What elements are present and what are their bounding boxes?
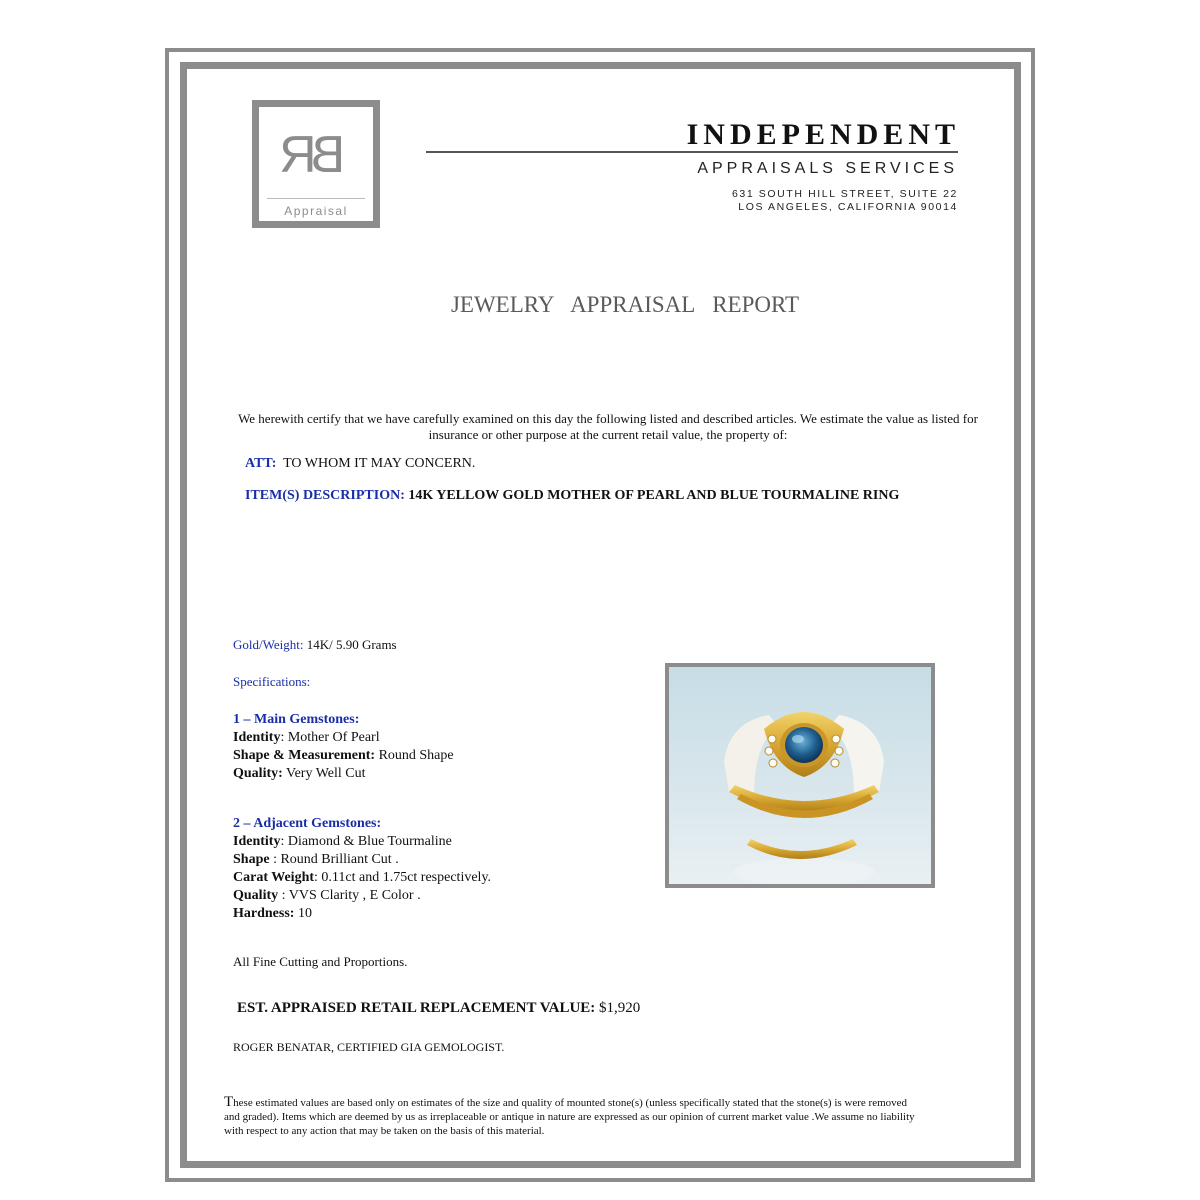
ring-photo [665,663,935,888]
logo-divider [267,198,365,199]
company-address-line1: 631 SOUTH HILL STREET, SUITE 22 [731,188,958,200]
att-value: TO WHOM IT MAY CONCERN. [283,456,476,471]
logo-mark-text: BR [285,126,346,184]
cutting-note: All Fine Cutting and Proportions. [233,954,408,969]
logo-caption: Appraisal [284,204,348,218]
disclaimer-first-letter: T [224,1094,234,1110]
adjacent-carat-weight: Carat Weight: 0.11ct and 1.75ct respectively. [233,870,492,885]
adjacent-hardness: Hardness: 10 [233,906,312,921]
main-shape: Shape & Measurement: Round Shape [233,748,454,763]
adjacent-gemstones-block [233,815,491,923]
adjacent-gemstones-heading: 2 – Adjacent Gemstones: [233,816,382,831]
adjacent-identity: Identity: Diamond & Blue Tourmaline [233,834,452,849]
estimate-value: $1,920 [599,1000,641,1016]
items-label: ITEM(S) DESCRIPTION: [245,488,405,503]
disclaimer [224,1095,924,1138]
items-value: 14K YELLOW GOLD MOTHER OF PEARL AND BLUE TOURMALINE RING [408,488,900,503]
items-description [245,488,899,504]
specifications-label: Specifications: [233,674,311,689]
adjacent-shape: Shape : Round Brilliant Cut . [233,852,399,867]
gold-weight-label: Gold/Weight: [233,637,304,652]
gemologist-signature-line: ROGER BENATAR, CERTIFIED GIA GEMOLOGIST. [233,1040,505,1054]
br-appraisal-logo [252,100,380,228]
main-quality: Quality: Very Well Cut [233,766,366,781]
ring-illustration [669,667,931,884]
company-address-line2: LOS ANGELES, CALIFORNIA 90014 [738,201,958,213]
logo-mark [285,125,345,185]
att-label: ATT: [245,456,277,471]
company-rule [426,151,958,153]
estimate-label: EST. APPRAISED RETAIL REPLACEMENT VALUE: [237,1000,596,1016]
adjacent-quality: Quality : VVS Clarity , E Color . [233,888,421,903]
certify-statement: We herewith certify that we have carefully examined on this day the following listed and described articles. We estimate the value as listed for insurance or other purpose at the current retail value, the property of: [238,411,978,442]
main-gemstones-heading: 1 – Main Gemstones: [233,712,360,727]
gold-weight-value: 14K/ 5.90 Grams [306,637,397,652]
company-name: INDEPENDENT [686,118,960,151]
report-title: JEWELRY APPRAISAL REPORT [450,292,800,317]
gold-weight-line [233,637,397,653]
company-subtitle: APPRAISALS SERVICES [697,160,958,177]
estimate-line [237,1000,640,1017]
disclaimer-text: hese estimated values are based only on estimates of the size and quality of mounted stone(s) (unless specifically stated that the stone(s) is were removed and graded). Items which are deemed by us as irreplaceable or antique in nature are expressed as our opinion of current market value .We assume no liability with respect to any action that may be taken on the basis of this material. [224,1097,915,1137]
att-line [245,456,475,472]
main-gemstones-block [233,711,454,783]
main-identity: Identity: Mother Of Pearl [233,730,380,745]
